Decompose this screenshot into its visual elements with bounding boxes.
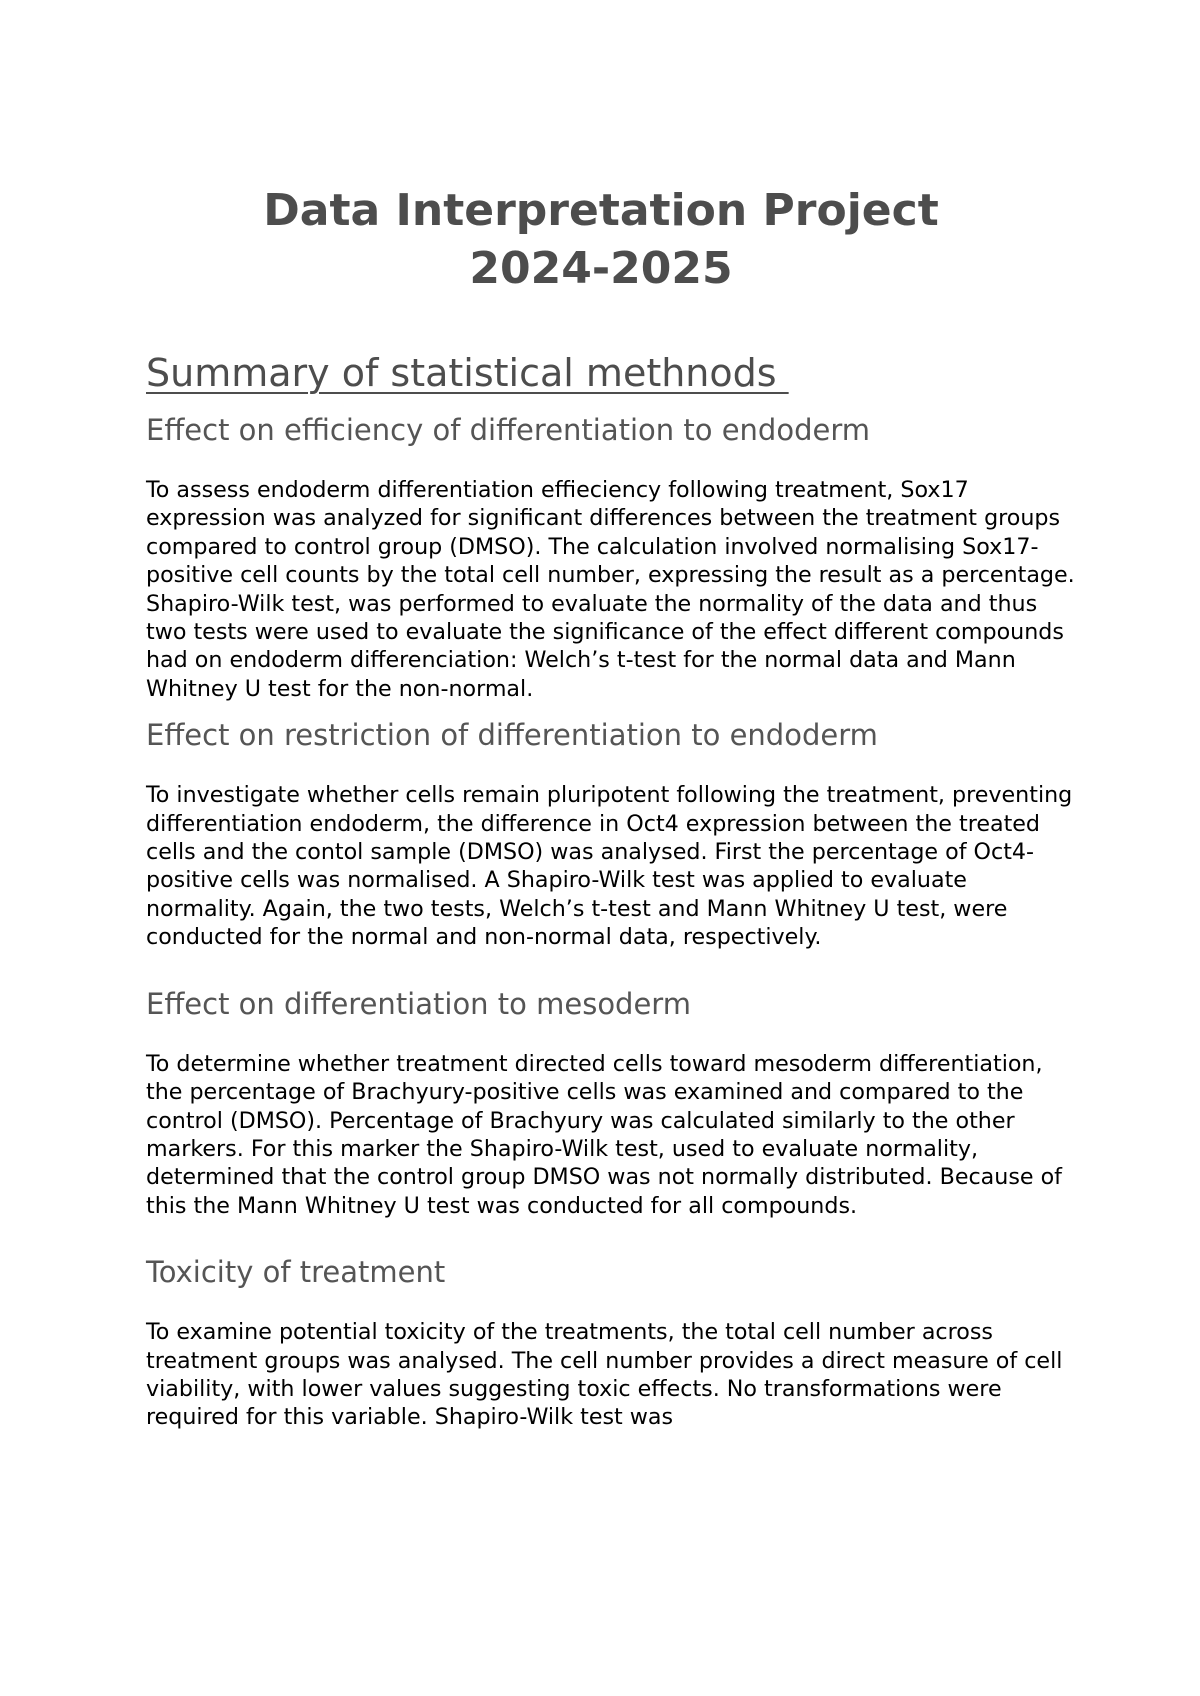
subsection-endoderm-efficiency bbox=[146, 412, 1076, 703]
paragraph: To assess endoderm differentiation effieciency following treatment, Sox17 expression was analyzed for significant differences between the treatment groups compared to control group (DMSO). The calculation involved normalising Sox17-positive cell counts by the total cell number, expressing the result as a percentage. Shapiro-Wilk test, was performed to evaluate the normality of the data and thus two tests were used to evaluate the significance of the effect different compounds had on endoderm differenciation: Welch’s t-test for the normal data and Mann Whitney U test for the non-normal. bbox=[146, 477, 1075, 702]
paragraph: To determine whether treatment directed cells toward mesoderm differentiation, the percentage of Brachyury-positive cells was examined and compared to the control (DMSO). Percentage of Brachyury was calculated similarly to the other markers. For this marker the Shapiro-Wilk test, used to evaluate normality, determined that the control group DMSO was not normally distributed. Because of this the Mann Whitney U test was conducted for all compounds. bbox=[146, 1050, 1062, 1219]
subsection-title: Toxicity of treatment bbox=[146, 1255, 446, 1290]
section-title-statistical-methods: Summary of statistical methnods bbox=[146, 351, 789, 395]
paragraph: To investigate whether cells remain pluripotent following the treatment, preventing differentiation endoderm, the difference in Oct4 expression between the treated cells and the contol sample (DMSO) was analysed. First the percentage of Oct4-positive cells was normalised. A Shapiro-Wilk test was applied to evaluate normality. Again, the two tests, Welch’s t-test and Mann Whitney U test, were conducted for the normal and non-normal data, respectively. bbox=[146, 782, 1073, 951]
paragraph: To examine potential toxicity of the treatments, the total cell number across treatment groups was analysed. The cell number provides a direct measure of cell viability, with lower values suggesting toxic effects. No transformations were required for this variable. Shapiro-Wilk test was bbox=[146, 1319, 1063, 1431]
subsection-endoderm-restriction bbox=[146, 717, 1076, 951]
document-title bbox=[146, 0, 1056, 298]
subsection-title: Effect on differentiation to mesoderm bbox=[146, 986, 691, 1021]
subsection-title: Effect on restriction of differentiation to endoderm bbox=[146, 718, 878, 753]
document-title-line-1: Data Interpretation Project bbox=[263, 185, 939, 236]
document-title-line-2: 2024-2025 bbox=[469, 243, 733, 294]
subsection-toxicity bbox=[146, 1254, 1076, 1432]
subsection-mesoderm-differentiation bbox=[146, 986, 1076, 1220]
subsection-title: Effect on efficiency of differentiation to endoderm bbox=[146, 413, 870, 447]
